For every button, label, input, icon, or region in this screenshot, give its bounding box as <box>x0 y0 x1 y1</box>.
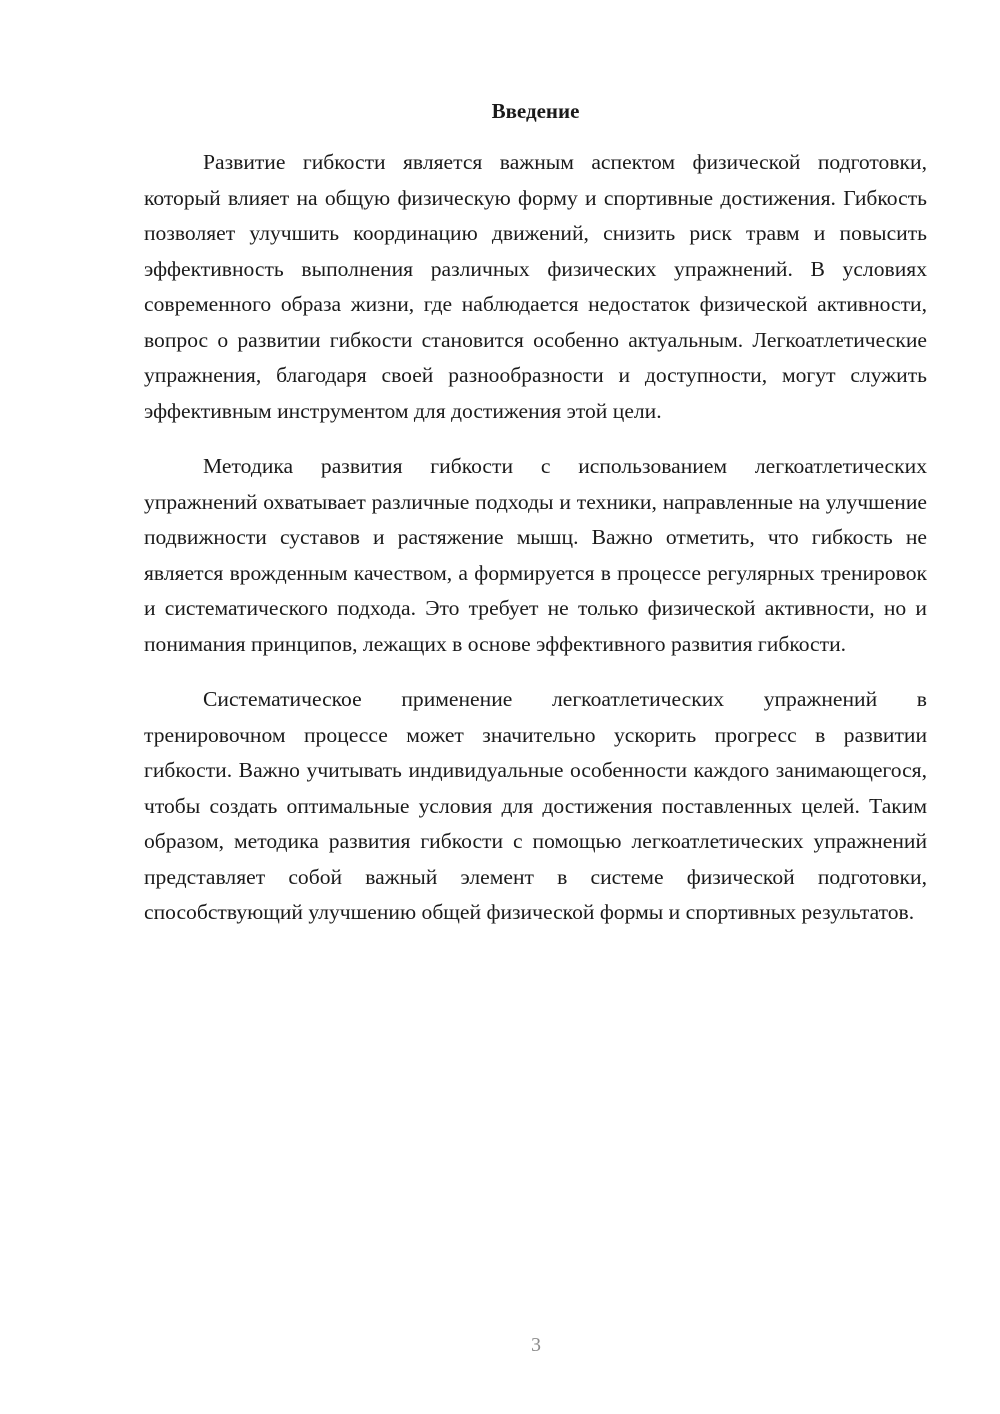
paragraph: Развитие гибкости является важным аспектом физической подготовки, который влияет на общую физическую форму и спортивные достижения. Гибкость позволяет улучшить координацию движений, снизить риск травм и повысить эффективность выполнения различных физических упражнений. В условиях современного образа жизни, где наблюдается недостаток физической активности, вопрос о развитии гибкости становится особенно актуальным. Легкоатлетические упражнения, благодаря своей разнообразности и доступности, могут служить эффективным инструментом для достижения этой цели. <box>144 150 927 423</box>
paragraph: Методика развития гибкости с использованием легкоатлетических упражнений охватывает различные подходы и техники, направленные на улучшение подвижности суставов и растяжение мышц. Важно отметить, что гибкость не является врожденным качеством, а формируется в процессе регулярных тренировок и систематического подхода. Это требует не только физической активности, но и понимания принципов, лежащих в основе эффективного развития гибкости. <box>144 454 927 656</box>
paragraph: Систематическое применение легкоатлетических упражнений в тренировочном процессе может значительно ускорить прогресс в развитии гибкости. Важно учитывать индивидуальные особенности каждого занимающегося, чтобы создать оптимальные условия для достижения поставленных целей. Таким образом, методика развития гибкости с помощью легкоатлетических упражнений представляет собой важный элемент в системе физической подготовки, способствующий улучшению общей физической формы и спортивных результатов. <box>144 687 927 924</box>
page-number: 3 <box>531 1334 541 1356</box>
document-body <box>144 98 927 931</box>
section-title: Введение <box>491 99 580 123</box>
